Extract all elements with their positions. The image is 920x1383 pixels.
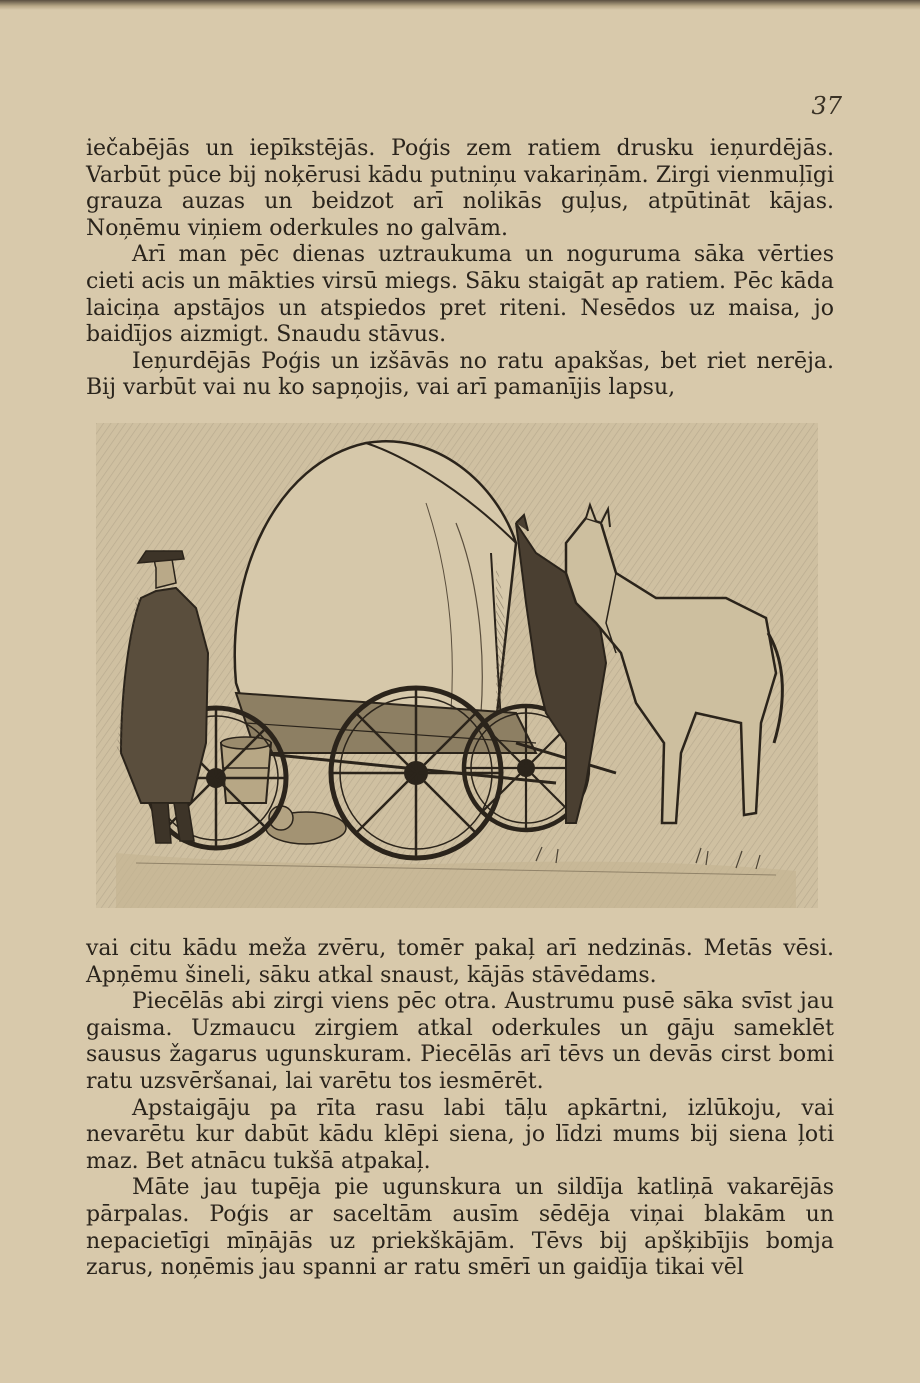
page-top-edge	[0, 0, 920, 10]
paragraph: iečabējās un iepīkstējās. Poģis zem ratiem drusku ieņurdējās. Varbūt pūce bij noķērusi kādu putniņu vakariņām. Zirgi vienmuļīgi grauza auzas un beidzot arī nolikās guļus, atpūtināt kājas. Noņēmu viņiem oderkules no galvām.	[86, 136, 834, 241]
text-block-bottom	[86, 936, 834, 1282]
paragraph: Apstaigāju pa rīta rasu labi tāļu apkārtni, izlūkoju, vai nevarētu kur dabūt kādu klēpi siena, jo līdzi mums bij siena ļoti maz. Bet atnācu tukšā atpakaļ.	[86, 1095, 834, 1174]
paragraph: Māte jau tupēja pie ugunskura un sildīja katliņā vakarējās pārpalas. Poģis ar saceltām ausīm sēdēja viņai blakām un nepacietīgi mīņājās uz priekškājām. Tēvs bij apšķibījis bomja zarus, noņēmis jau spanni ar ratu smērī un gaidīja tikai vēl	[86, 1175, 834, 1281]
paragraph: vai citu kādu meža zvēru, tomēr pakaļ arī nedzinās. Metās vēsi. Apņēmu šineli, sāku atkal snaust, kājās stāvēdams.	[86, 936, 834, 988]
paragraph: Arī man pēc dienas uztraukuma un noguruma sāka vērties cieti acis un mākties virsū miegs. Sāku staigāt ap ratiem. Pēc kāda laiciņa apstājos un atspiedos pret riteni. Nesēdos uz maisa, jo baidījos aizmigt. Snaudu stāvus.	[86, 242, 834, 348]
wagon-illustration	[96, 423, 818, 908]
paragraph: Ieņurdējās Poģis un izšāvās no ratu apakšas, bet riet nerēja. Bij varbūt vai nu ko sapņojis, vai arī pamanījis lapsu,	[86, 348, 834, 401]
page-number: 37	[811, 92, 842, 120]
paragraph: Piecēlās abi zirgi viens pēc otra. Austrumu pusē sāka svīst jau gaisma. Uzmaucu zirgiem atkal oderkules un gāju sameklēt sausus žagarus ugunskuram. Piecēlās arī tēvs un devās cirst bomi ratu uzsvēršanai, lai varētu tos iesmērēt.	[86, 989, 834, 1094]
text-block-top	[86, 136, 834, 402]
